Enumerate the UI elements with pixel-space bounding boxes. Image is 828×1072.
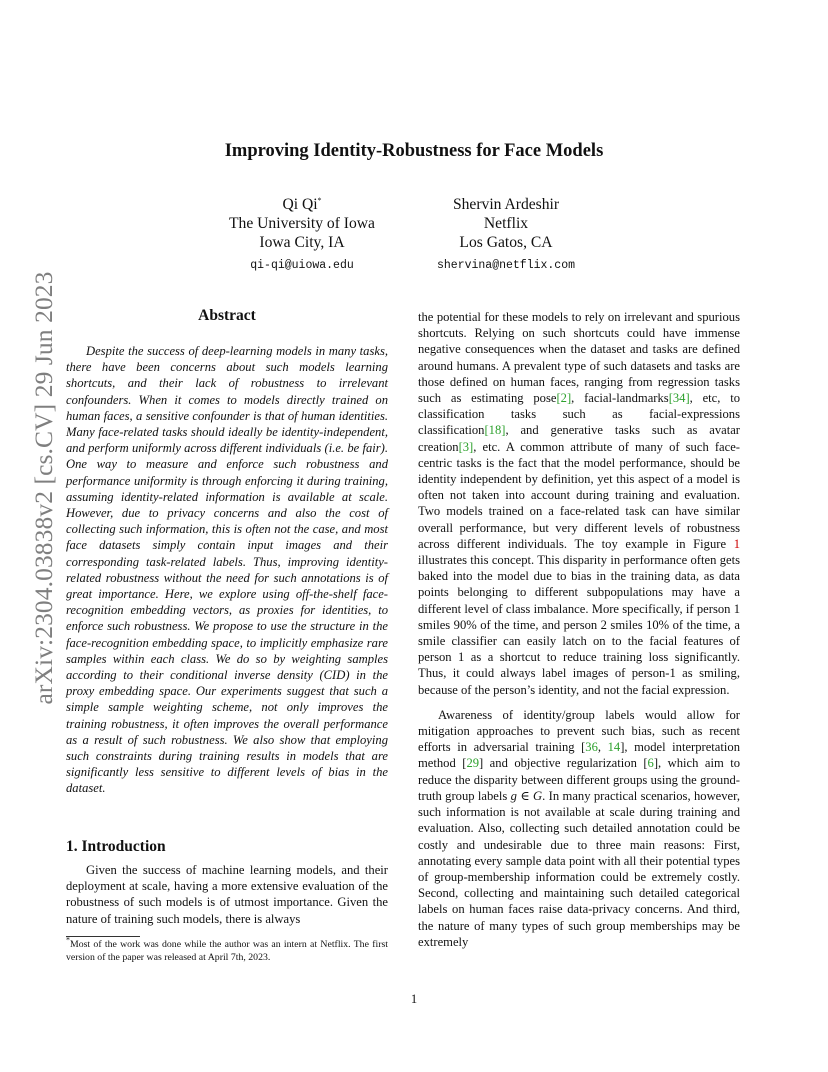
author-2-location: Los Gatos, CA [459,234,553,251]
introduction-body [66,862,388,927]
text-run: illustrates this concept. This disparity in performance often gets baked into the model due to bias in the training data, as data points belonging to different subpopulations may have a different level of class imbalance. More specifically, if person 1 smiles 90% of the time, and person 2 smiles 10% of the time, a smile classifier can easily latch on to the facial features of person 1 as a shortcut to reduce training loss significantly. Thus, it could always label images of person-1 as smiling, because of the person’s identity, and not the facial expression. [418,553,740,697]
right-paragraph-2 [418,707,740,950]
arxiv-identifier-text: arXiv:2304.03838v2 [cs.CV] 29 Jun 2023 [29,271,58,705]
paper-title: Improving Identity-Robustness for Face Models [224,141,604,161]
right-column [418,309,740,950]
author-1-footnote-mark: * [317,195,322,205]
abstract-body [66,343,388,797]
citation-link[interactable]: 29 [466,756,480,771]
author-1-location: Iowa City, IA [259,234,345,251]
text-run: ], model interpretation method [ [418,740,740,771]
text-run: ] and objective regularization [ [479,756,648,771]
citation-link[interactable]: 14 [607,740,621,755]
introduction-heading: 1. Introduction [66,838,166,855]
arxiv-identifier [24,271,64,705]
citation-link[interactable]: [2] [556,391,572,406]
footnote-rule [66,936,140,937]
text-run: ], which aim to reduce the disparity between different groups using the ground-truth group labels [418,756,740,803]
citation-link[interactable]: [3] [458,439,474,454]
text-run: , [597,740,608,755]
citation-link[interactable]: 6 [647,756,654,771]
footnote-text: Most of the work was done while the author was an intern at Netflix. The first version of the paper was released at April 7th, 2023. [66,939,388,963]
author-2-affiliation: Netflix [483,215,529,232]
footnote [66,935,388,964]
page-number: 1 [410,992,418,1006]
author-2-name: Shervin Ardeshir [452,196,560,213]
text-run: the potential for these models to rely on irrelevant and spurious shortcuts. Relying on such shortcuts could have immense negative consequences when the dataset and tasks are defined around humans. A prevalent type of such datasets and tasks are those defined on human faces, ranging from regression tasks such as estimating pose [418,310,740,406]
author-1-name-line [202,195,402,214]
author-1-email: qi-qi@uiowa.edu [250,259,354,272]
abstract-heading: Abstract [198,307,256,324]
author-2-email: shervina@netflix.com [436,259,576,272]
footnote-mark: * [66,935,70,945]
text-run: , facial-landmarks [571,391,669,406]
citation-link[interactable]: [18] [484,423,506,438]
text-run: . In many practical scenarios, however, such information is not available at scale during training and evaluation. Also, collecting such detailed annotation could be costly and undesirable due to three main reasons: First, annotating every sample data point with all their potential types of group-membership information could be extremely costly. Second, collecting and maintaining such detailed categorical labels on human faces raise data-privacy concerns. And third, the nature of many types of such group memberships may be extremely [418,788,740,949]
abstract-text: Despite the success of deep-learning models in many tasks, there have been concerns about such models learning shortcuts, and their lack of robustness to irrelevant confounders. When it comes to models directly trained on human faces, a sensitive confounder is that of human identities. Many face-related tasks should ideally be identity-independent, and perform uniformly across different individuals (i.e. be fair). One way to measure and enforce such robustness and performance uniformity is through enforcing it during training, assuming identity-related information is available at scale. However, due to privacy concerns and also the cost of collecting such information, this is often not the case, and most face datasets simply contain input images and their corresponding task-related labels. Thus, improving identity-related robustness without the need for such annotations is of great importance. Here, we explore using off-the-shelf face-recognition embedding vectors, as proxies for identities, to enforce such robustness. We propose to use the structure in the face-recognition embedding space, to implicitly emphasize rare samples within each class. We do so by weighting samples according to their conditional inverse density (CID) in the proxy embedding space. Our experiments suggest that such a simple sample weighting scheme, not only improves the training robustness, it often improves the overall performance as a result of such robustness. We also show that employing such constraints during training results in models that are significantly less sensitive to different levels of bias in the dataset. [66,344,388,796]
text-run: , etc, to classification tasks such as facial-expressions classification [418,391,740,438]
math-expression: g ∈ G [510,788,543,803]
author-1-affiliation: The University of Iowa [229,215,375,232]
introduction-text: Given the success of machine learning models, and their deployment at scale, having a more extensive evaluation of the robustness of such models is of utmost importance. Given the nature of training such models, there is always [66,863,388,926]
author-1 [202,195,402,275]
citation-link[interactable]: 36 [585,740,598,755]
text-run: , and generative tasks such as avatar creation [418,423,740,454]
citation-link[interactable]: [34] [668,391,690,406]
author-1-name: Qi Qi [282,196,318,213]
text-run: Awareness of identity/group labels would allow for mitigation approaches to prevent such bias, such as recent efforts in adversarial training [ [418,707,740,755]
author-2 [406,195,606,275]
right-paragraph-1 [418,309,740,698]
figure-link[interactable]: 1 [733,536,740,551]
text-run: , etc. A common attribute of many of such face-centric tasks is the fact that the model performance, should be identity independent by definition, yet this aspect of a model is often not taken into account during training and evaluation. Two models trained on a face-related task can have similar overall performance, but very different levels of robustness across different individuals. The toy example in Figure [418,439,740,551]
